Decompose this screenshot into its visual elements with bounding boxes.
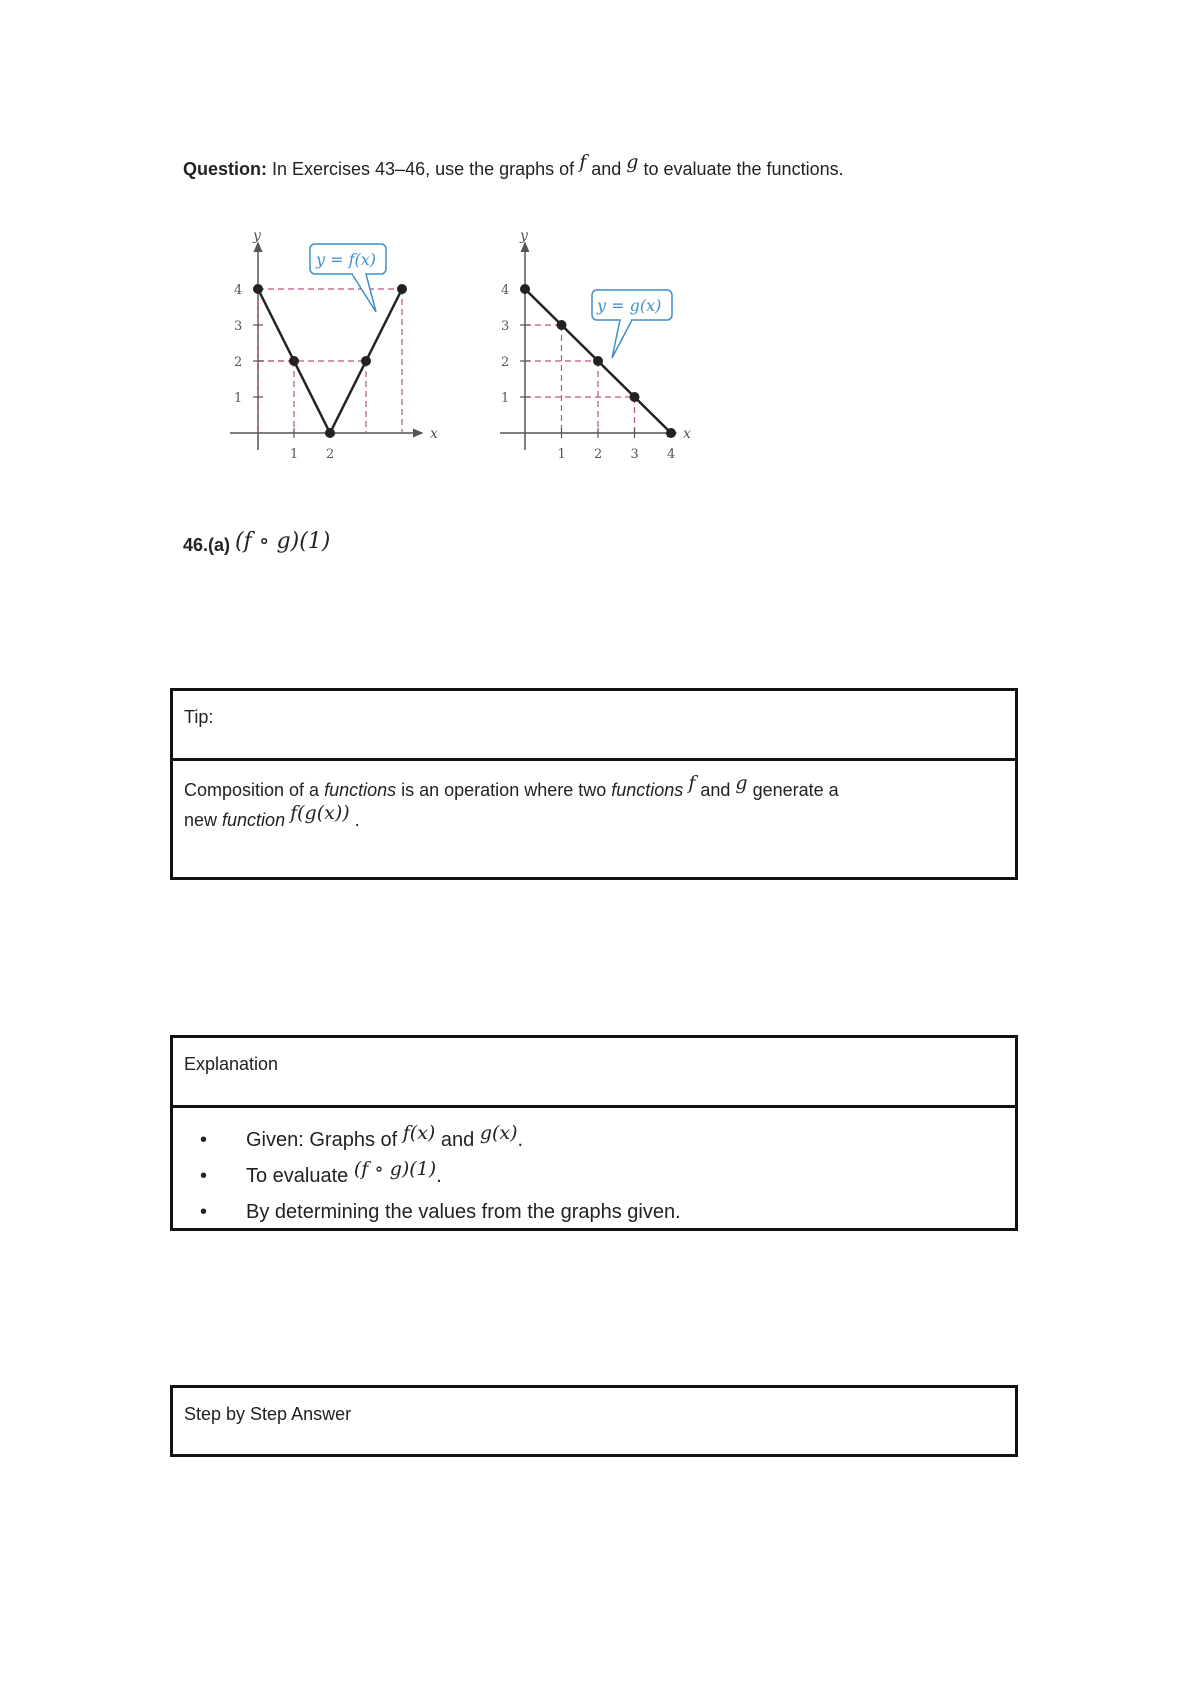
gg-data-point <box>666 428 676 438</box>
exercise-expression: (f ∘ g)(1) <box>235 529 331 554</box>
list-item <box>200 1122 1004 1158</box>
g-of-x: g(x) <box>479 1122 518 1144</box>
graphs-figure <box>200 228 740 473</box>
graph-g-callout-text: y = g(x) <box>597 296 662 315</box>
composition-expression: f(g(x)) <box>290 802 350 824</box>
tip-text: generate a <box>747 780 839 800</box>
f-of-x: f(x) <box>402 1122 436 1144</box>
and-word: and <box>586 159 627 179</box>
gf-x-tick-label: 1 <box>290 447 299 462</box>
list-item <box>200 1158 1004 1194</box>
gf-y-tick-label: 4 <box>234 283 243 298</box>
list-item-text: . <box>517 1129 524 1151</box>
gg-data-point <box>630 392 640 402</box>
g-symbol: g <box>626 151 639 173</box>
exercise-label: 46.(a) <box>183 535 231 555</box>
tip-text: functions <box>324 780 397 800</box>
graph-f-callout <box>310 244 386 312</box>
exercise <box>183 529 331 557</box>
tip-text: is an operation where two <box>396 780 612 800</box>
graph-g-y-label: y <box>520 228 528 244</box>
graph-f-callout-text: y = f(x) <box>316 250 377 269</box>
gf-data-point <box>397 284 407 294</box>
graph-f <box>230 228 438 462</box>
question-text: In Exercises 43–46, use the graphs of <box>267 159 580 179</box>
gg-x-tick-label: 2 <box>594 447 603 462</box>
list-item-text: To evaluate <box>246 1165 354 1187</box>
graph-f-x-label: x <box>430 426 438 442</box>
gg-y-tick-label: 2 <box>501 355 510 370</box>
gg-data-point <box>557 320 567 330</box>
bullet-icon: • <box>200 1129 208 1151</box>
bullet-icon: • <box>200 1201 208 1223</box>
gg-x-tick-label: 4 <box>667 447 676 462</box>
graph-g-callout <box>592 290 672 358</box>
gg-y-tick-label: 4 <box>501 283 510 298</box>
question-text-end: to evaluate the functions. <box>638 159 844 179</box>
graph-g <box>500 228 691 462</box>
tip-text: functions <box>611 780 684 800</box>
gg-y-tick-label: 1 <box>501 391 510 406</box>
tip-text: new <box>184 810 223 830</box>
explanation-title: Explanation <box>173 1038 1015 1108</box>
tip-box <box>170 688 1018 880</box>
explanation-list <box>184 1122 1004 1230</box>
f-symbol: f <box>579 151 587 173</box>
gf-y-tick-label: 2 <box>234 355 243 370</box>
graph-g-x-label: x <box>683 426 691 442</box>
question-label: Question: <box>183 159 267 179</box>
explanation-box <box>170 1035 1018 1231</box>
bullet-icon: • <box>200 1165 208 1187</box>
and-word: and <box>695 780 736 800</box>
gg-y-tick-label: 3 <box>501 319 510 334</box>
tip-text: . <box>354 810 360 830</box>
list-item-text: Given: Graphs of <box>246 1129 403 1151</box>
gf-x-tick-label: 2 <box>326 447 335 462</box>
question <box>183 151 844 180</box>
tip-text: Composition of a <box>184 780 325 800</box>
f-symbol: f <box>688 772 696 794</box>
gg-data-point <box>593 356 603 366</box>
tip-text: function <box>222 810 286 830</box>
and-word: and <box>435 1129 480 1151</box>
gg-x-tick-label: 1 <box>557 447 566 462</box>
list-item-text: . <box>436 1165 442 1187</box>
list-item-text: By determining the values from the graphs given. <box>246 1201 681 1223</box>
g-symbol: g <box>735 772 748 794</box>
gf-data-point <box>253 284 263 294</box>
graph-f-y-label: y <box>253 228 261 244</box>
explanation-body <box>173 1108 1015 1230</box>
gg-x-tick-label: 3 <box>630 447 639 462</box>
composition-expression: (f ∘ g)(1) <box>353 1158 437 1180</box>
gf-y-tick-label: 1 <box>234 391 243 406</box>
steps-title: Step by Step Answer <box>184 1404 352 1424</box>
tip-body <box>173 761 1015 837</box>
gg-data-point <box>520 284 530 294</box>
steps-box <box>170 1385 1018 1457</box>
tip-title: Tip: <box>173 691 1015 761</box>
gf-data-point <box>325 428 335 438</box>
gf-data-point <box>289 356 299 366</box>
list-item <box>200 1194 1004 1230</box>
gf-data-point <box>361 356 371 366</box>
gf-y-tick-label: 3 <box>234 319 243 334</box>
